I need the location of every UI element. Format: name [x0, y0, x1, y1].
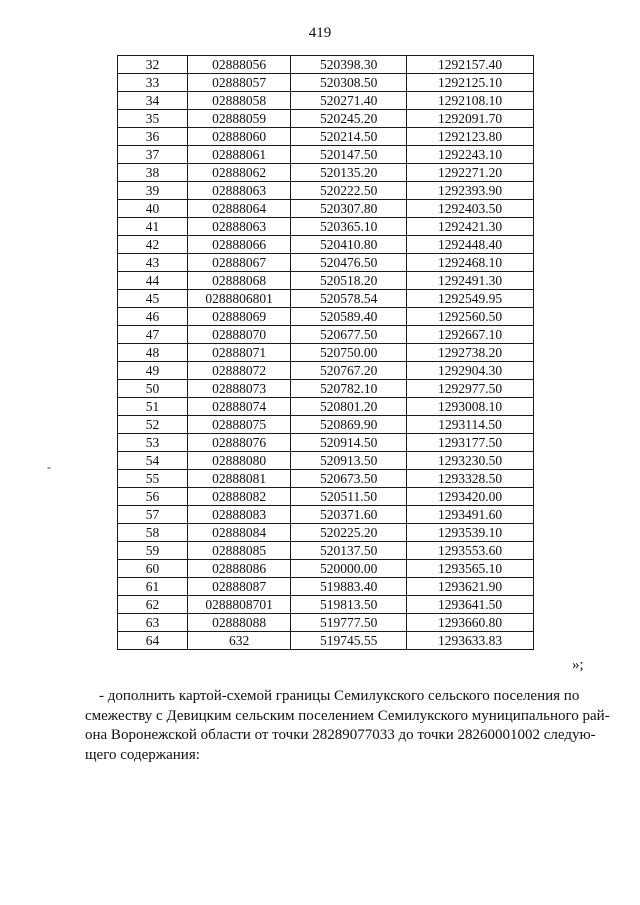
table-row	[118, 128, 534, 146]
table-cell-number: 47	[118, 326, 188, 344]
table-cell-y: 1292738.20	[407, 344, 534, 362]
table-cell-y: 1293230.50	[407, 452, 534, 470]
table-cell-y: 1292403.50	[407, 200, 534, 218]
paragraph-line: смежеству с Девицким сельским поселением Семилукского муниципального рай-	[85, 707, 610, 724]
table-cell-number: 46	[118, 308, 188, 326]
table-cell-point-id: 02888058	[187, 92, 290, 110]
table-cell-number: 56	[118, 488, 188, 506]
table-cell-y: 1292125.10	[407, 74, 534, 92]
table-cell-point-id: 02888072	[187, 362, 290, 380]
table-cell-point-id: 02888064	[187, 200, 290, 218]
table-cell-point-id: 02888085	[187, 542, 290, 560]
table-row	[118, 146, 534, 164]
table-row	[118, 254, 534, 272]
table-cell-x: 520518.20	[291, 272, 407, 290]
table-cell-number: 48	[118, 344, 188, 362]
table-row	[118, 326, 534, 344]
table-cell-point-id: 02888081	[187, 470, 290, 488]
table-row	[118, 110, 534, 128]
table-cell-point-id: 0288808701	[187, 596, 290, 614]
table-row	[118, 416, 534, 434]
table-row	[118, 524, 534, 542]
table-cell-x: 520225.20	[291, 524, 407, 542]
table-row	[118, 164, 534, 182]
table-cell-number: 51	[118, 398, 188, 416]
table-cell-x: 520750.00	[291, 344, 407, 362]
table-cell-y: 1292091.70	[407, 110, 534, 128]
table-cell-y: 1292560.50	[407, 308, 534, 326]
table-cell-point-id: 02888082	[187, 488, 290, 506]
table-cell-y: 1293420.00	[407, 488, 534, 506]
table-cell-number: 64	[118, 632, 188, 650]
amendment-paragraph	[85, 687, 610, 765]
table-cell-x: 520222.50	[291, 182, 407, 200]
table-cell-point-id: 02888073	[187, 380, 290, 398]
table-cell-number: 58	[118, 524, 188, 542]
table-cell-y: 1292108.10	[407, 92, 534, 110]
table-cell-x: 520137.50	[291, 542, 407, 560]
table-row	[118, 362, 534, 380]
table-cell-y: 1292448.40	[407, 236, 534, 254]
table-cell-number: 63	[118, 614, 188, 632]
table-cell-point-id: 632	[187, 632, 290, 650]
table-cell-number: 33	[118, 74, 188, 92]
table-cell-number: 34	[118, 92, 188, 110]
table-cell-point-id: 02888063	[187, 218, 290, 236]
table-cell-y: 1292491.30	[407, 272, 534, 290]
table-row	[118, 632, 534, 650]
table-cell-number: 55	[118, 470, 188, 488]
table-cell-y: 1293328.50	[407, 470, 534, 488]
table-cell-x: 520869.90	[291, 416, 407, 434]
table-cell-number: 41	[118, 218, 188, 236]
table-cell-point-id: 02888088	[187, 614, 290, 632]
table-row	[118, 398, 534, 416]
table-cell-number: 62	[118, 596, 188, 614]
table-cell-point-id: 02888070	[187, 326, 290, 344]
table-row	[118, 344, 534, 362]
table-row	[118, 596, 534, 614]
table-cell-x: 519883.40	[291, 578, 407, 596]
table-cell-x: 520801.20	[291, 398, 407, 416]
table-row	[118, 182, 534, 200]
table-cell-point-id: 02888061	[187, 146, 290, 164]
table-cell-point-id: 02888063	[187, 182, 290, 200]
table-row	[118, 488, 534, 506]
table-cell-point-id: 02888060	[187, 128, 290, 146]
table-cell-x: 520913.50	[291, 452, 407, 470]
table-cell-number: 53	[118, 434, 188, 452]
table-cell-point-id: 02888067	[187, 254, 290, 272]
table-cell-point-id: 02888080	[187, 452, 290, 470]
table-cell-number: 38	[118, 164, 188, 182]
table-cell-x: 520245.20	[291, 110, 407, 128]
table-cell-y: 1292667.10	[407, 326, 534, 344]
table-row	[118, 218, 534, 236]
table-cell-y: 1292977.50	[407, 380, 534, 398]
table-cell-x: 520214.50	[291, 128, 407, 146]
paragraph-line: она Воронежской области от точки 28289077033 до точки 28260001002 следую-	[85, 727, 596, 743]
coordinates-table	[117, 55, 534, 650]
table-row	[118, 200, 534, 218]
table-cell-point-id: 02888059	[187, 110, 290, 128]
table-cell-y: 1293565.10	[407, 560, 534, 578]
paragraph-line: щего содержания:	[85, 746, 200, 763]
page-number: 419	[308, 25, 332, 41]
table-row	[118, 470, 534, 488]
table-cell-x: 520578.54	[291, 290, 407, 308]
table-cell-number: 49	[118, 362, 188, 380]
table-cell-x: 520677.50	[291, 326, 407, 344]
table-row	[118, 272, 534, 290]
table-cell-point-id: 02888087	[187, 578, 290, 596]
table-cell-point-id: 02888066	[187, 236, 290, 254]
table-cell-point-id: 02888068	[187, 272, 290, 290]
table-cell-point-id: 02888062	[187, 164, 290, 182]
table-cell-y: 1293491.60	[407, 506, 534, 524]
table-cell-point-id: 02888056	[187, 56, 290, 74]
table-cell-x: 520589.40	[291, 308, 407, 326]
table-cell-number: 39	[118, 182, 188, 200]
table-cell-y: 1292271.20	[407, 164, 534, 182]
table-cell-x: 519745.55	[291, 632, 407, 650]
table-cell-x: 520914.50	[291, 434, 407, 452]
table-cell-point-id: 02888084	[187, 524, 290, 542]
table-cell-number: 45	[118, 290, 188, 308]
table-cell-point-id: 0288806801	[187, 290, 290, 308]
table-row	[118, 74, 534, 92]
table-cell-x: 519813.50	[291, 596, 407, 614]
table-cell-x: 520000.00	[291, 560, 407, 578]
table-cell-number: 40	[118, 200, 188, 218]
table-cell-x: 520308.50	[291, 74, 407, 92]
table-cell-y: 1293177.50	[407, 434, 534, 452]
table-cell-point-id: 02888076	[187, 434, 290, 452]
table-cell-number: 36	[118, 128, 188, 146]
table-cell-y: 1292123.80	[407, 128, 534, 146]
table-row	[118, 308, 534, 326]
table-cell-x: 520782.10	[291, 380, 407, 398]
table-row	[118, 380, 534, 398]
table-cell-x: 520673.50	[291, 470, 407, 488]
table-row	[118, 506, 534, 524]
table-cell-number: 44	[118, 272, 188, 290]
table-cell-y: 1292157.40	[407, 56, 534, 74]
table-row	[118, 560, 534, 578]
table-cell-y: 1293641.50	[407, 596, 534, 614]
table-cell-x: 520476.50	[291, 254, 407, 272]
table-cell-number: 50	[118, 380, 188, 398]
paragraph-line: - дополнить картой-схемой границы Семилукского сельского поселения по	[99, 688, 580, 704]
table-cell-number: 57	[118, 506, 188, 524]
closing-quote: »;	[572, 657, 584, 673]
table-cell-x: 520307.80	[291, 200, 407, 218]
table-cell-number: 59	[118, 542, 188, 560]
table-cell-y: 1292904.30	[407, 362, 534, 380]
table-cell-y: 1293114.50	[407, 416, 534, 434]
table-cell-y: 1293660.80	[407, 614, 534, 632]
table-cell-number: 60	[118, 560, 188, 578]
table-cell-y: 1292549.95	[407, 290, 534, 308]
table-cell-x: 520767.20	[291, 362, 407, 380]
table-cell-y: 1293633.83	[407, 632, 534, 650]
table-row	[118, 290, 534, 308]
table-cell-number: 35	[118, 110, 188, 128]
table-row	[118, 452, 534, 470]
table-cell-x: 520511.50	[291, 488, 407, 506]
table-cell-number: 37	[118, 146, 188, 164]
table-cell-number: 52	[118, 416, 188, 434]
table-cell-point-id: 02888057	[187, 74, 290, 92]
table-row	[118, 542, 534, 560]
table-cell-x: 520371.60	[291, 506, 407, 524]
table-cell-y: 1292393.90	[407, 182, 534, 200]
table-cell-number: 42	[118, 236, 188, 254]
table-cell-number: 32	[118, 56, 188, 74]
stray-mark: -	[47, 460, 51, 474]
table-cell-point-id: 02888069	[187, 308, 290, 326]
table-cell-x: 519777.50	[291, 614, 407, 632]
table-row	[118, 578, 534, 596]
table-row	[118, 434, 534, 452]
table-cell-point-id: 02888086	[187, 560, 290, 578]
table-cell-y: 1293553.60	[407, 542, 534, 560]
table-cell-x: 520147.50	[291, 146, 407, 164]
table-cell-x: 520135.20	[291, 164, 407, 182]
table-cell-y: 1292421.30	[407, 218, 534, 236]
table-cell-number: 61	[118, 578, 188, 596]
table-cell-y: 1293621.90	[407, 578, 534, 596]
table-row	[118, 92, 534, 110]
table-cell-x: 520271.40	[291, 92, 407, 110]
table-cell-y: 1292468.10	[407, 254, 534, 272]
table-cell-point-id: 02888074	[187, 398, 290, 416]
table-cell-point-id: 02888075	[187, 416, 290, 434]
table-cell-y: 1293008.10	[407, 398, 534, 416]
table-cell-x: 520365.10	[291, 218, 407, 236]
table-cell-y: 1293539.10	[407, 524, 534, 542]
table-cell-x: 520410.80	[291, 236, 407, 254]
coordinates-table-body	[118, 56, 534, 650]
table-cell-point-id: 02888071	[187, 344, 290, 362]
table-cell-y: 1292243.10	[407, 146, 534, 164]
table-cell-point-id: 02888083	[187, 506, 290, 524]
table-cell-number: 54	[118, 452, 188, 470]
table-row	[118, 56, 534, 74]
table-row	[118, 236, 534, 254]
table-cell-x: 520398.30	[291, 56, 407, 74]
table-row	[118, 614, 534, 632]
table-cell-number: 43	[118, 254, 188, 272]
